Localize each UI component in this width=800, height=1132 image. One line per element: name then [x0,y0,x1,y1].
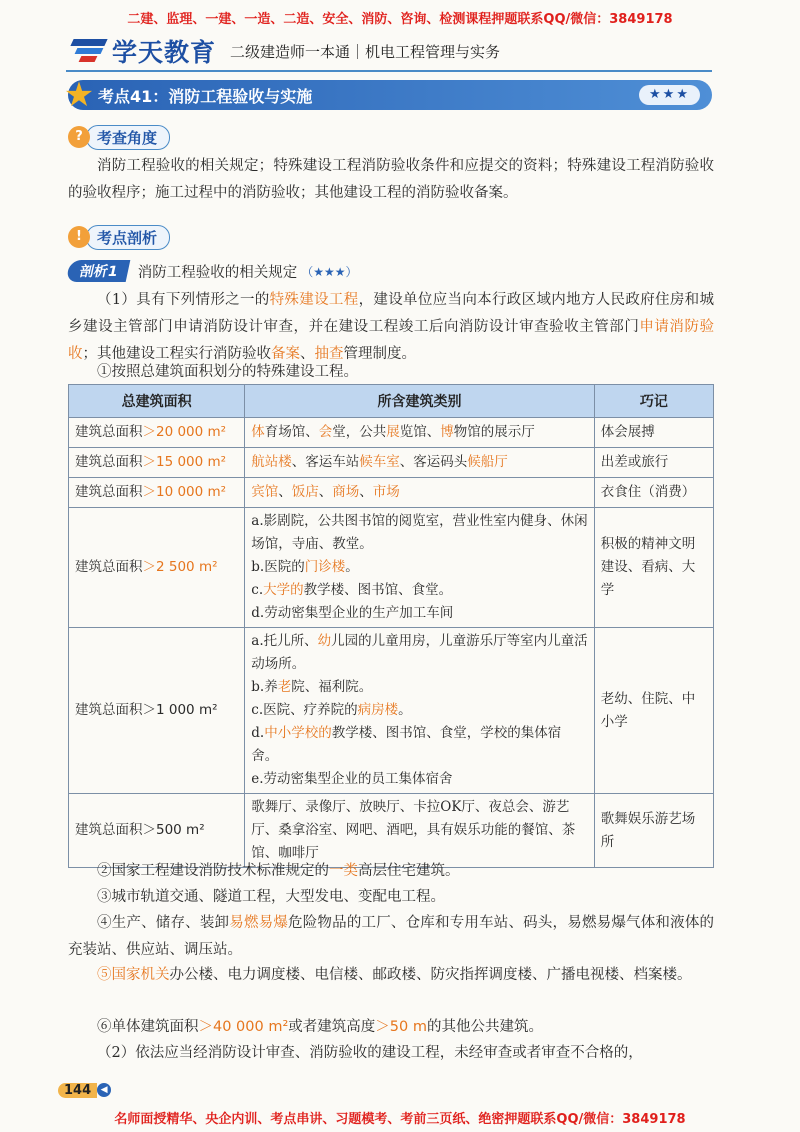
brand-header [72,34,500,68]
category-line: 航站楼、客运车站候车室、客运码头候船厅 [251,454,508,470]
memo-cell: 歌舞娱乐游艺场所 [594,794,713,868]
item-1: ①按照总建筑面积划分的特殊建设工程。 [97,364,358,380]
paragraph-1 [68,287,714,368]
highlight-text: ＞50 m [375,1019,427,1035]
area-value: ＞15 000 m² [142,454,227,470]
highlight-text: 申请消防验收 [68,319,715,362]
promo-banner-top: 二建、监理、一建、一造、二造、安全、消防、咨询、检测课程押题联系QQ/微信：3849178 [127,12,673,27]
category-line: a.影剧院，公共图书馆的阅览室，营业性室内健身、休闲场馆，寺庙、教堂。 [251,513,588,552]
highlight-text: 备案 [271,346,300,362]
text-run: 高层住宅建筑。 [358,863,460,879]
text-run: 、 [300,346,315,362]
section-label: 考查角度 [86,125,170,150]
item-5 [68,962,714,989]
book-title: 二级建造师一本通｜机电工程管理与实务 [230,42,501,61]
text-run: ；其他建设工程实行消防验收 [82,346,271,362]
text-run: （1）具有下列情形之一的 [97,292,270,308]
category-line: c.医院、疗养院的病房楼。 [251,702,412,718]
highlight-text: 抽查 [314,346,344,362]
highlight-text: 易燃易爆 [229,915,289,931]
arrow-left-icon: ◀ [97,1083,111,1097]
area-label: 建筑总面积 [75,454,143,470]
category-line: e.劳动密集型企业的员工集体宿舍 [251,771,453,787]
analysis-title: 消防工程验收的相关规定 [137,264,298,281]
table-row [69,628,714,794]
logo-text: 学天教育 [112,38,217,67]
area-value: ＞2 500 m² [142,559,218,575]
category-line: a.托儿所、幼儿园的儿童用房，儿童游乐厅等室内儿童活动场所。 [251,633,588,672]
col-header-memo: 巧记 [594,385,713,418]
memo-cell: 老幼、住院、中小学 [594,628,713,794]
star-icon: ★ [63,75,95,115]
area-label: 建筑总面积 [75,424,143,440]
highlight-text: 一类 [329,863,358,879]
category-cell [245,448,595,478]
text-run: 的其他公共建筑。 [426,1019,543,1035]
area-cell [69,448,245,478]
category-line: 体育场馆、会堂，公共展览馆、博物馆的展示厅 [251,424,535,440]
analysis-stars: （★★★） [301,264,358,279]
analysis-heading [68,260,358,282]
text-run: ②国家工程建设消防技术标准规定的 [97,863,329,879]
memo-cell: 衣食住（消费） [594,478,713,508]
topic-banner [63,75,712,115]
area-cell [69,418,245,448]
item-6 [68,1014,714,1041]
text-run: ⑥单体建筑面积 [97,1019,199,1035]
page-number: 144 [58,1083,97,1098]
header-divider [66,70,712,72]
text-run: 或者建筑高度 [288,1019,376,1035]
category-line: 歌舞厅、录像厅、放映厅、卡拉OK厅、夜总会、游艺厅、桑拿浴室、网吧、酒吧，具有娱乐功能的餐馆、茶馆、咖啡厅 [251,799,576,861]
col-header-category: 所含建筑类别 [245,385,595,418]
text-run: 危险物品的工厂、仓库和专用车站、码头，易燃易爆气体和液体的充装站、供应站、调压站。 [68,915,715,958]
table-row [69,478,714,508]
promo-banner-bottom: 名师面授精华、央企内训、考点串讲、习题模考、考前三页纸、绝密押题联系QQ/微信：3849178 [114,1112,686,1127]
area-value: ＞20 000 m² [142,424,227,440]
area-label: 建筑总面积 [75,702,143,718]
highlight-text: ＞40 000 m² [198,1019,289,1035]
area-cell [69,794,245,868]
highlight-text: ⑤国家机关 [97,967,170,983]
lock-icon: ! [68,226,90,248]
category-line: c.大学的教学楼、图书馆、食堂。 [251,582,453,598]
category-line: d.劳动密集型企业的生产加工车间 [251,605,454,621]
table-row [69,794,714,868]
category-line: 宾馆、饭店、商场、市场 [251,484,400,500]
highlight-text: 特殊建设工程 [269,292,359,308]
category-cell [245,794,595,868]
memo-cell: 积极的精神文明建设、看病、大学 [594,508,713,628]
category-cell [245,508,595,628]
area-label: 建筑总面积 [75,559,143,575]
area-cell [69,508,245,628]
category-line: b.医院的门诊楼。 [251,559,359,575]
table-row [69,508,714,628]
text-run: 办公楼、电力调度楼、电信楼、邮政楼、防灾指挥调度楼、广播电视楼、档案楼。 [169,967,692,983]
category-cell [245,628,595,794]
section-tag-analysis [68,224,170,250]
table-header-row [69,385,714,418]
logo-icon [72,39,108,63]
question-icon: ? [68,126,90,148]
area-label: 建筑总面积 [75,822,143,838]
topic-title: 考点41：消防工程验收与实施 [98,86,313,106]
area-value: ＞10 000 m² [142,484,227,500]
area-value: ＞500 m² [142,822,205,838]
section-tag-exam-angle [68,124,170,150]
area-cell [69,628,245,794]
area-label: 建筑总面积 [75,484,143,500]
text-run: 管理制度。 [343,346,416,362]
category-cell [245,418,595,448]
page-number-badge [58,1080,111,1100]
paragraph-2: （2）依法应当经消防设计审查、消防验收的建设工程，未经审查或者审查不合格的， [97,1045,643,1061]
exam-angle-text: 消防工程验收的相关规定；特殊建设工程消防验收条件和应提交的资料；特殊建设工程消防验收的验收程序；施工过程中的消防验收；其他建设工程的消防验收备案。 [68,158,714,201]
category-line: d.中小学校的教学楼、图书馆、食堂，学校的集体宿舍。 [251,725,562,764]
memo-cell: 体会展搏 [594,418,713,448]
item-2 [68,858,714,885]
area-cell [69,478,245,508]
col-header-area: 总建筑面积 [69,385,245,418]
category-line: b.养老院、福利院。 [251,679,373,695]
table-row [69,448,714,478]
building-area-table [68,384,714,868]
section-label: 考点剖析 [86,225,170,250]
area-value: ＞1 000 m² [142,702,218,718]
item-3: ③城市轨道交通、隧道工程，大型发电、变配电工程。 [97,889,445,905]
category-cell [245,478,595,508]
item-4 [68,910,714,964]
analysis-tag: 剖析1 [66,260,130,282]
topic-rating: ★★★ [639,85,700,105]
text-run: ，建设单位应当向本行政区域内地方人民政府住房和城乡建设主管部门申请消防设计审查，并在建设工程竣工后向消防设计审查验收主管部门 [68,292,715,335]
memo-cell: 出差或旅行 [594,448,713,478]
text-run: ④生产、储存、装卸 [97,915,230,931]
table-row [69,418,714,448]
